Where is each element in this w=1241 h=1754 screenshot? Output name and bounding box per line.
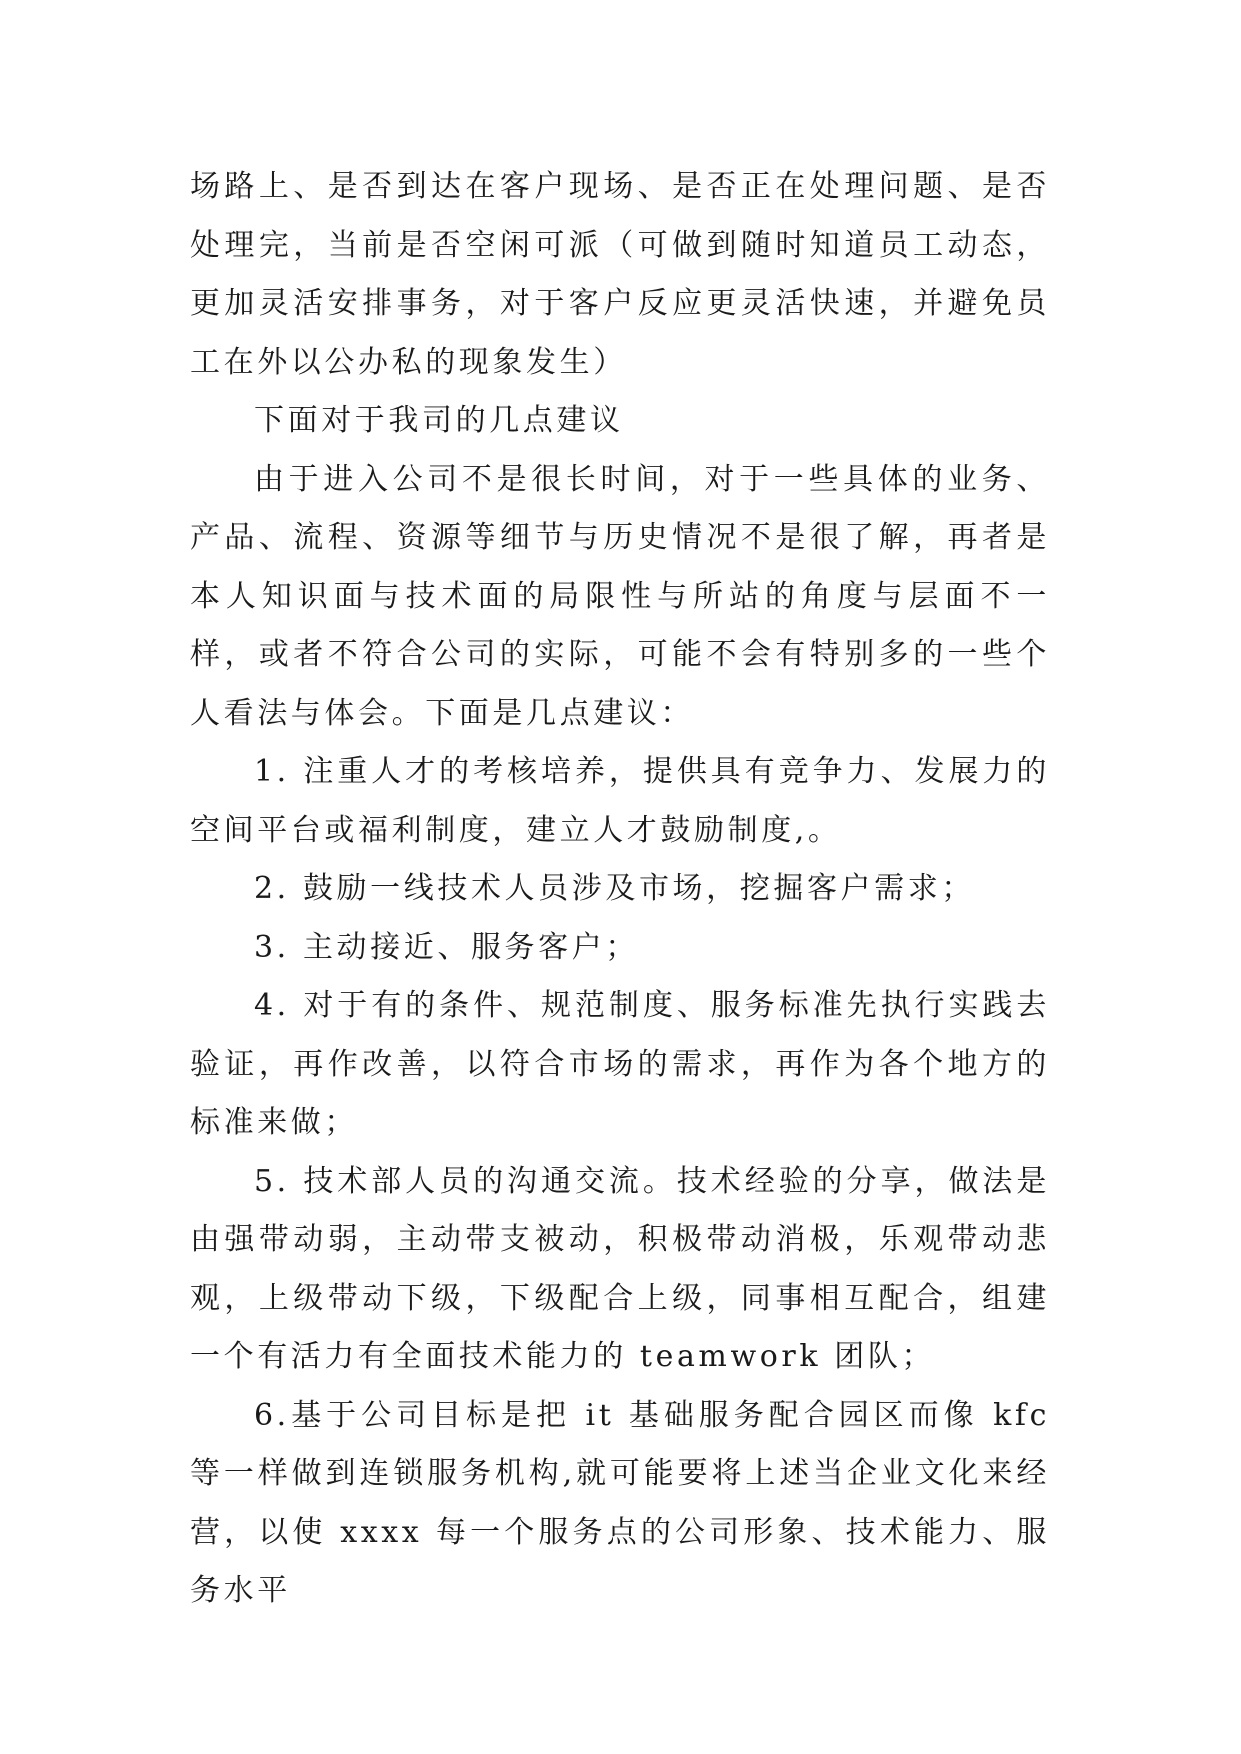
paragraph-intro: 由于进入公司不是很长时间，对于一些具体的业务、产品、流程、资源等细节与历史情况不是很了解，再者是本人知识面与技术面的局限性与所站的角度与层面不一样，或者不符合公司的实际，可能不会有特别多的一些个人看法与体会。下面是几点建议： <box>190 461 1050 731</box>
paragraph-suggestions-heading: 下面对于我司的几点建议 <box>254 403 624 438</box>
paragraph-status-continuation: 场路上、是否到达在客户现场、是否正在处理问题、是否处理完，当前是否空闲可派（可做到随时知道员工动态，更加灵活安排事务，对于客户反应更灵活快速，并避免员工在外以公办私的现象发生） <box>190 169 1050 380</box>
document-body <box>190 158 1050 1621</box>
list-item-4: 4. 对于有的条件、规范制度、服务标准先执行实践去验证，再作改善，以符合市场的需求，再作为各个地方的标准来做； <box>190 988 1050 1140</box>
list-item-6: 6.基于公司目标是把 it 基础服务配合园区而像 kfc 等一样做到连锁服务机构,就可能要将上述当企业文化来经营，以使 xxxx 每一个服务点的公司形象、技术能力、服务水平 <box>190 1397 1050 1608</box>
list-item-5: 5. 技术部人员的沟通交流。技术经验的分享，做法是由强带动弱，主动带支被动，积极带动消极，乐观带动悲观，上级带动下级，下级配合上级，同事相互配合，组建一个有活力有全面技术能力的 teamwork 团队； <box>190 1163 1050 1374</box>
list-item-1: 1. 注重人才的考核培养，提供具有竞争力、发展力的空间平台或福利制度，建立人才鼓励制度,。 <box>190 754 1050 848</box>
list-item-3: 3. 主动接近、服务客户； <box>254 929 639 965</box>
list-item-2: 2. 鼓励一线技术人员涉及市场，挖掘客户需求； <box>254 871 975 906</box>
